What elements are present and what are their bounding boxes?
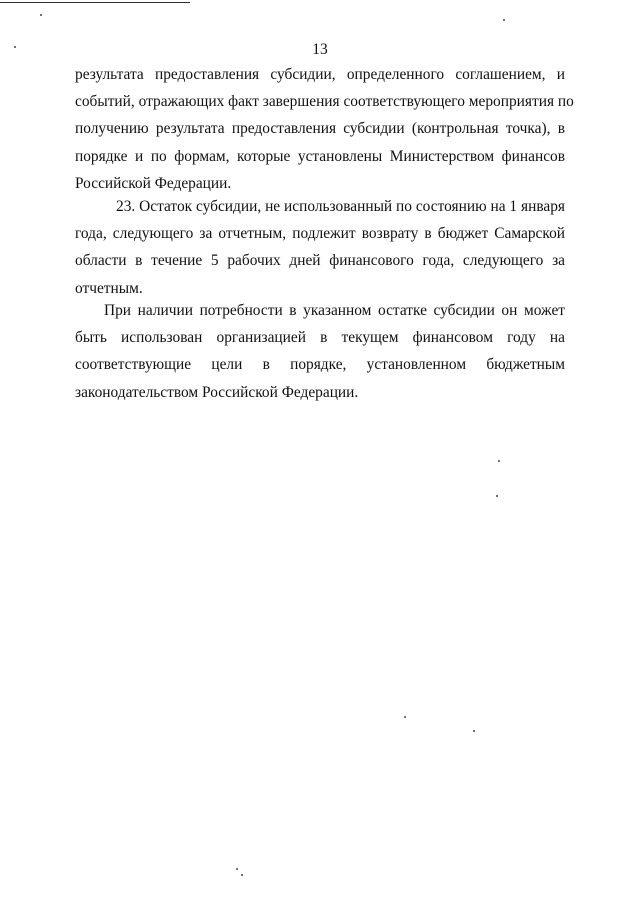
paragraph-line: законодательством Российской Федерации.: [75, 383, 359, 401]
scan-artifact-line: [0, 2, 190, 3]
scan-speck: [503, 19, 505, 21]
page-number: 13: [312, 41, 328, 58]
paragraph-line: получению результата предоставления субсидии (контрольная точка), в: [75, 120, 565, 138]
scan-speck: [404, 716, 406, 718]
paragraph-line: быть использован организацией в текущем финансовом году на: [75, 329, 565, 347]
paragraph-line: года, следующего за отчетным, подлежит возврату в бюджет Самарской: [75, 225, 565, 243]
paragraph-line: области в течение 5 рабочих дней финансового года, следующего за: [75, 252, 565, 270]
paragraph-line: соответствующие цели в порядке, установленном бюджетным: [75, 356, 565, 374]
scan-speck: [496, 495, 498, 497]
paragraph-1: [75, 61, 574, 197]
paragraph-line: отчетным.: [75, 279, 143, 297]
scan-speck: [498, 460, 500, 462]
paragraph-23: [75, 193, 565, 302]
scan-speck: [40, 14, 42, 16]
paragraph-line: 23. Остаток субсидии, не использованный по состоянию на 1 января: [116, 198, 565, 215]
paragraph-line: результата предоставления субсидии, определенного соглашением, и: [75, 66, 565, 83]
paragraph-line: Российской Федерации.: [75, 174, 232, 192]
scan-speck: [236, 868, 238, 870]
paragraph-line: При наличии потребности в указанном остатке субсидии он может: [104, 302, 565, 319]
scan-speck: [241, 874, 243, 876]
paragraph-remainder: [75, 297, 565, 406]
paragraph-line: порядке и по формам, которые установлены Министерством финансов: [75, 147, 565, 165]
scan-speck: [473, 730, 475, 732]
paragraph-line: событий, отражающих факт завершения соответствующего мероприятия по: [75, 93, 574, 111]
